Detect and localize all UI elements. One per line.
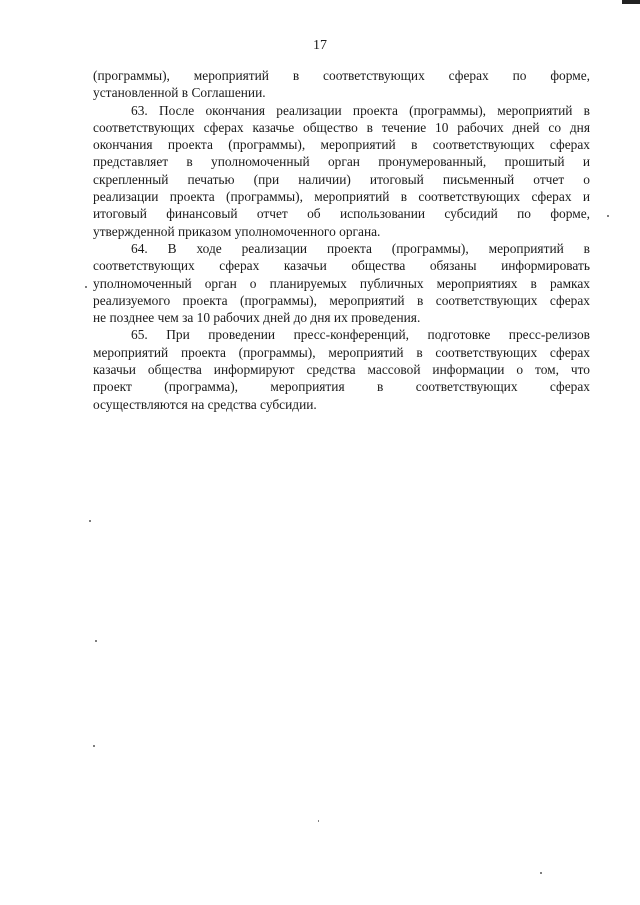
text-line: реализации проекта (программы), мероприятий в соответствующих сферах и bbox=[93, 189, 590, 205]
text-line: осуществляются на средства субсидии. bbox=[93, 396, 317, 412]
text-line: итоговый финансовый отчет об использовании субсидий по форме, bbox=[93, 206, 590, 222]
scan-speck bbox=[318, 820, 319, 822]
text-line: представляет в уполномоченный орган пронумерованный, прошитый и bbox=[93, 154, 590, 170]
page-number: 17 bbox=[313, 38, 327, 53]
text-line: установленной в Соглашении. bbox=[93, 85, 266, 101]
text-line: соответствующих сферах казачьи общества обязаны информировать bbox=[93, 258, 590, 274]
scan-speck bbox=[540, 872, 542, 874]
text-line: соответствующих сферах казачье общество в течение 10 рабочих дней со дня bbox=[93, 119, 590, 135]
scan-speck bbox=[85, 286, 87, 288]
text-line: проект (программа), мероприятия в соответствующих сферах bbox=[93, 379, 590, 395]
scan-speck bbox=[95, 640, 97, 642]
text-line: реализуемого проекта (программы), мероприятий в соответствующих сферах bbox=[93, 292, 590, 308]
document-body bbox=[93, 67, 590, 413]
scan-corner-mark bbox=[622, 0, 640, 4]
text-line: казачьи общества информируют средства массовой информации о том, что bbox=[93, 362, 590, 378]
scan-speck bbox=[89, 520, 91, 522]
text-line: скрепленный печатью (при наличии) итоговый письменный отчет о bbox=[93, 171, 590, 187]
scan-speck bbox=[93, 745, 95, 747]
text-line: 65. При проведении пресс-конференций, подготовке пресс-релизов bbox=[131, 327, 590, 343]
text-line: уполномоченный орган о планируемых публичных мероприятиях в рамках bbox=[93, 275, 590, 291]
text-line: (программы), мероприятий в соответствующих сферах по форме, bbox=[93, 68, 590, 83]
text-line: не позднее чем за 10 рабочих дней до дня их проведения. bbox=[93, 310, 421, 326]
text-line: окончания проекта (программы), мероприятий в соответствующих сферах bbox=[93, 137, 590, 153]
text-line: утвержденной приказом уполномоченного органа. bbox=[93, 223, 381, 239]
text-line: мероприятий проекта (программы), мероприятий в соответствующих сферах bbox=[93, 344, 590, 360]
text-line: 63. После окончания реализации проекта (программы), мероприятий в bbox=[131, 102, 590, 118]
scan-speck bbox=[607, 215, 609, 217]
text-line: 64. В ходе реализации проекта (программы), мероприятий в bbox=[131, 240, 590, 256]
